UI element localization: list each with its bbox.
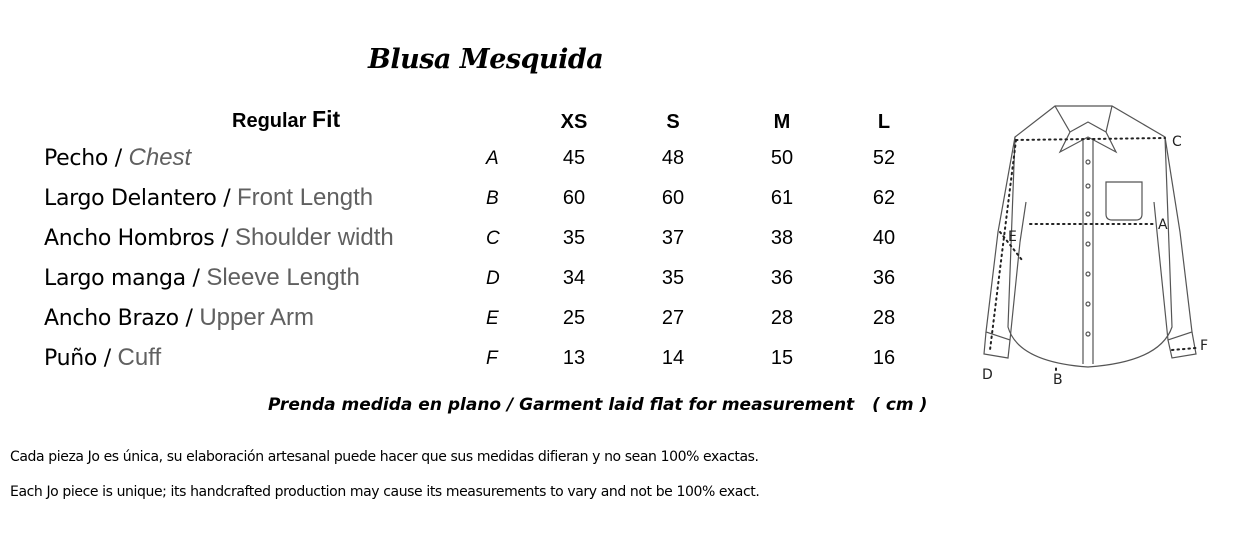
row-code: D [486,268,500,289]
measurement-note-text: Prenda medida en plano / Garment laid flat for measurement [268,395,855,415]
size-row-upper-arm [0,304,940,344]
size-header-xs: XS [560,111,588,133]
shirt-measurement-diagram-icon [960,92,1220,392]
value-m: 28 [770,307,794,329]
disclaimer-es: Cada pieza Jo es única, su elaboración artesanal puede hacer que sus medidas difieran y no sean 100% exactas. [10,449,759,465]
value-m: 61 [770,187,794,209]
row-label [44,184,373,212]
row-label [44,144,191,172]
diagram-label-f: F [1200,338,1209,354]
fit-word: Fit [312,106,341,132]
value-l: 52 [872,147,896,169]
value-m: 36 [770,267,794,289]
row-label [44,264,360,292]
size-row-cuff [0,344,940,384]
row-code: B [486,188,499,209]
size-row-front-length [0,184,940,224]
diagram-label-b: B [1053,372,1063,388]
row-label-es: Largo manga / [44,266,207,291]
row-code: E [486,308,499,329]
row-code: A [486,148,499,169]
value-m: 15 [770,347,794,369]
diagram-label-a: A [1158,217,1168,233]
value-m: 38 [770,227,794,249]
size-row-sleeve-length [0,264,940,304]
value-xs: 13 [562,347,586,369]
measurement-note [268,395,927,415]
diagram-label-d: D [982,367,993,383]
value-xs: 45 [562,147,586,169]
measurement-unit: ( cm ) [872,395,928,415]
fit-label [232,106,340,133]
value-xs: 25 [562,307,586,329]
row-label-en: Cuff [117,344,162,371]
size-header-l: L [877,111,891,133]
row-label-es: Largo Delantero / [44,186,238,211]
fit-regular: Regular [232,110,307,132]
row-label-es: Puño / [44,346,118,371]
row-label [44,344,161,372]
value-s: 37 [661,227,685,249]
row-label-es: Ancho Hombros / [44,226,235,251]
row-label-es: Pecho / [44,146,129,171]
value-l: 40 [872,227,896,249]
value-s: 27 [661,307,685,329]
row-label-en: Sleeve Length [206,264,360,291]
page-title: Blusa Mesquida [368,44,604,75]
size-header-s: S [666,111,680,133]
disclaimer-en: Each Jo piece is unique; its handcrafted production may cause its measurements to vary and not be 100% exact. [10,484,760,500]
diagram-label-e: E [1008,229,1017,245]
size-row-shoulder-width [0,224,940,264]
row-label-en: Shoulder width [234,224,394,251]
row-label [44,224,394,252]
value-s: 14 [661,347,685,369]
value-l: 62 [872,187,896,209]
value-s: 48 [661,147,685,169]
row-label-en: Front Length [237,184,374,211]
value-l: 16 [872,347,896,369]
value-xs: 35 [562,227,586,249]
value-xs: 34 [562,267,586,289]
row-label [44,304,314,332]
value-s: 60 [661,187,685,209]
row-label-en: Chest [128,144,192,171]
value-l: 28 [872,307,896,329]
row-label-es: Ancho Brazo / [44,306,200,331]
value-s: 35 [661,267,685,289]
diagram-label-c: C [1172,134,1182,150]
row-label-en: Upper Arm [199,304,315,331]
size-header-m: M [773,111,791,133]
value-l: 36 [872,267,896,289]
value-xs: 60 [562,187,586,209]
size-row-chest [0,144,940,184]
row-code: F [486,348,498,369]
value-m: 50 [770,147,794,169]
row-code: C [486,228,500,249]
